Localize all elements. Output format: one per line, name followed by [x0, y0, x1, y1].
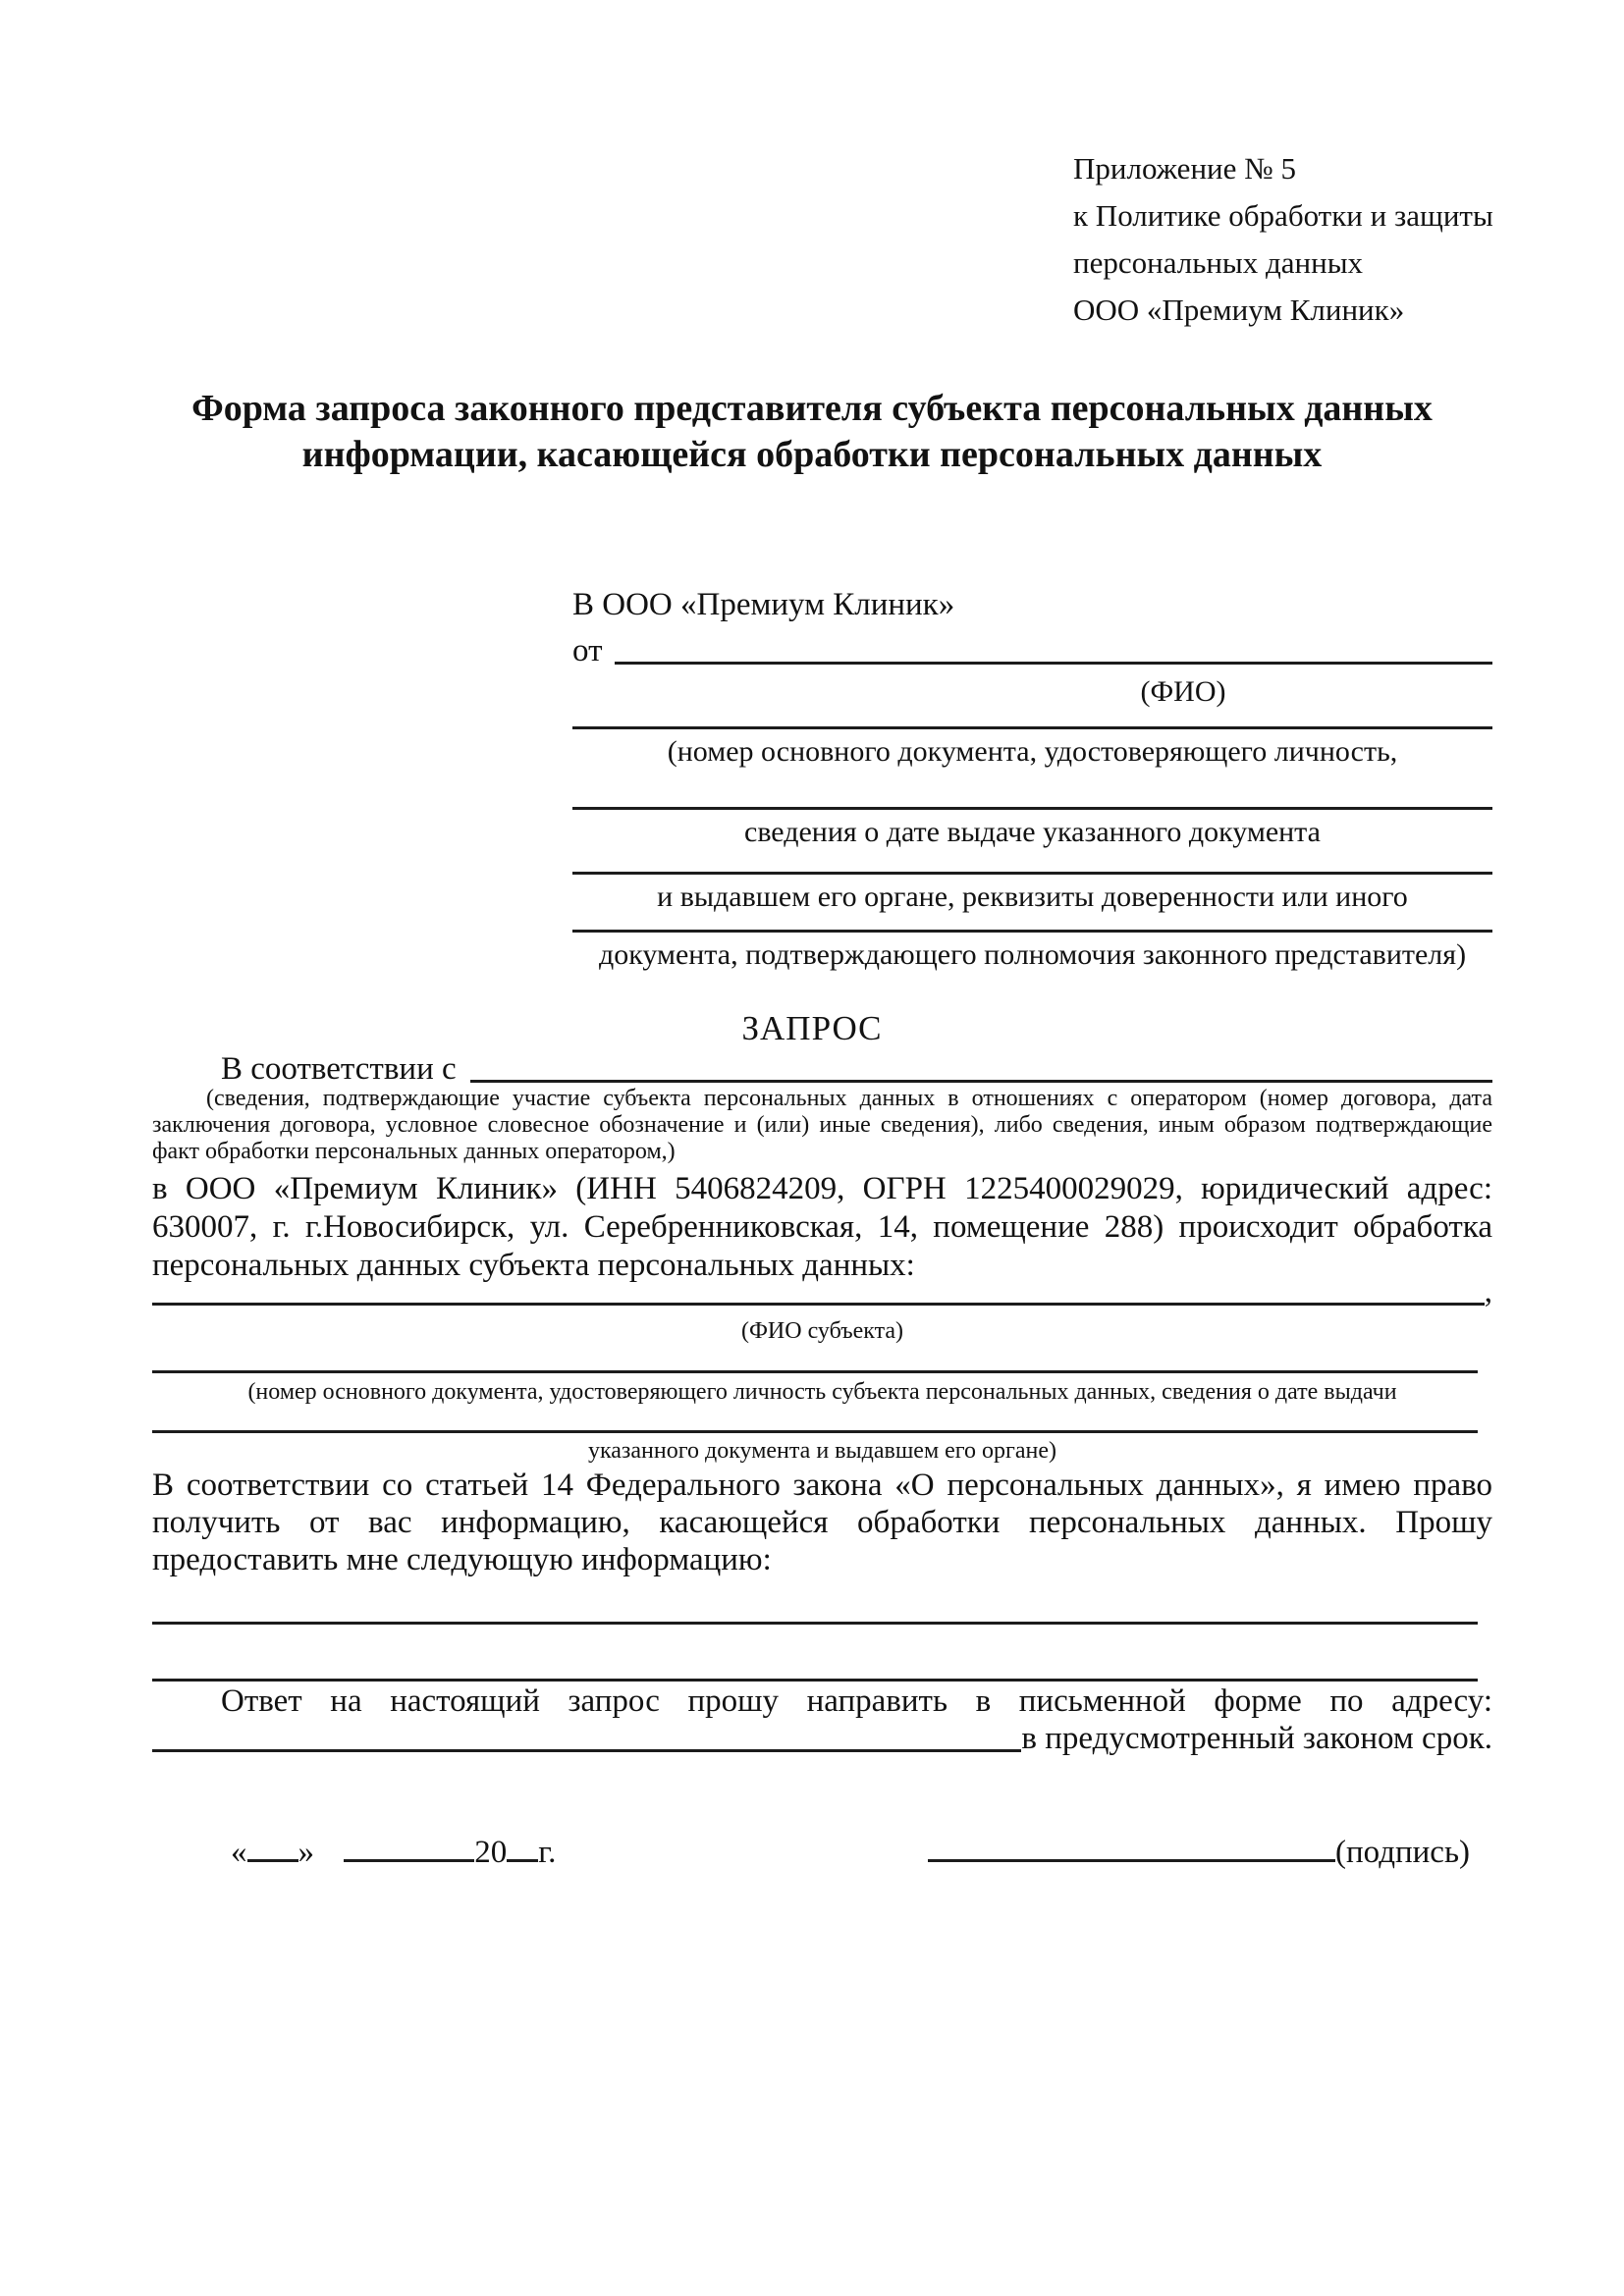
intro-label: В соответствии с — [221, 1051, 457, 1087]
appendix-line: ООО «Премиум Клиник» — [1073, 293, 1405, 327]
subject-fio-caption: (ФИО субъекта) — [740, 1318, 904, 1344]
addressee-from-row — [572, 628, 1492, 669]
date-year-field-line[interactable] — [507, 1832, 538, 1862]
date-year-suffix: г. — [538, 1835, 557, 1870]
representative-doc-caption-4: документа, подтверждающего полномочия законного представителя) — [598, 938, 1467, 971]
representative-doc-field-line-2[interactable] — [572, 779, 1492, 810]
subject-fio-row — [152, 1274, 1492, 1310]
fio-caption: (ФИО) — [1140, 675, 1226, 708]
representative-doc-caption-2: сведения о дате выдаче указанного документа — [744, 816, 1321, 848]
request-heading: ЗАПРОС — [741, 1009, 883, 1047]
signature-caption: (подпись) — [1335, 1835, 1470, 1870]
intro-row — [152, 1048, 1492, 1088]
representative-doc-caption-3: и выдавшем его органе, реквизиты доверенности или иного — [657, 881, 1408, 913]
document-title-line2: информации, касающейся обработки персональных данных — [301, 434, 1323, 475]
representative-doc-field-line-1[interactable] — [572, 699, 1492, 729]
subject-doc-field-line-1[interactable] — [152, 1343, 1478, 1373]
date-open-quote: « — [231, 1835, 247, 1870]
appendix-line: Приложение № 5 — [1073, 151, 1296, 186]
subject-doc-caption-1: (номер основного документа, удостоверяющего личность субъекта персональных данных, сведения о дате выдачи — [247, 1379, 1397, 1405]
representative-fio-field-line[interactable] — [615, 662, 1493, 665]
representative-doc-caption-1: (номер основного документа, удостоверяющего личность, — [667, 735, 1398, 768]
date-close-quote: » — [298, 1835, 314, 1870]
relation-info-field-line[interactable] — [470, 1080, 1492, 1083]
document-title-line1: Форма запроса законного представителя субъекта персональных данных — [191, 388, 1433, 429]
subject-doc-field-line-2[interactable] — [152, 1403, 1478, 1433]
reply-tail: в предусмотренный законом срок. — [1021, 1721, 1492, 1756]
appendix-line: персональных данных — [1073, 245, 1364, 280]
requested-info-field-line-1[interactable] — [152, 1595, 1478, 1625]
subject-fio-field-line[interactable] — [152, 1303, 1485, 1306]
subject-doc-caption-2: указанного документа и выдавшем его органе) — [587, 1438, 1057, 1464]
reply-paragraph: Ответ на настоящий запрос прошу направить в письменной форме по адресу: — [221, 1683, 1492, 1719]
signature-row — [928, 1832, 1470, 1871]
appendix-block — [1073, 145, 1493, 334]
representative-doc-field-line-3[interactable] — [572, 844, 1492, 875]
date-year-prefix: 20 — [474, 1835, 508, 1870]
reply-address-row — [152, 1720, 1492, 1757]
document-title — [0, 386, 1624, 478]
appendix-line: к Политике обработки и защиты — [1073, 198, 1493, 233]
reply-address-field-line[interactable] — [152, 1749, 1021, 1752]
signature-field-line[interactable] — [928, 1832, 1335, 1862]
from-label: от — [572, 633, 603, 668]
addressee-to: В ООО «Премиум Клиник» — [572, 587, 955, 622]
operator-paragraph: в ООО «Премиум Клиник» (ИНН 5406824209, ОГРН 1225400029029, юридический адрес: 630007, г. г.Новосибирск, ул. Серебренниковская, 14, помещение 288) происходит обработка персональных данных субъекта персональных данных: — [152, 1171, 1492, 1283]
date-day-field-line[interactable] — [247, 1832, 298, 1862]
intro-caption: (сведения, подтверждающие участие субъекта персональных данных в отношениях с оператором (номер договора, дата заключения договора, условное словесное обозначение и (или) иные сведения), либо сведения, иным образом подтверждающие факт обработки персональных данных оператором,) — [152, 1086, 1492, 1164]
requested-info-field-line-2[interactable] — [152, 1652, 1478, 1682]
date-month-field-line[interactable] — [344, 1832, 474, 1862]
date-row — [231, 1832, 556, 1871]
representative-doc-field-line-4[interactable] — [572, 902, 1492, 933]
subject-fio-comma: , — [1484, 1274, 1492, 1309]
law-paragraph: В соответствии со статьей 14 Федерального закона «О персональных данных», я имею право получить от вас информацию, касающейся обработки персональных данных. Прошу предоставить мне следующую информацию: — [152, 1468, 1492, 1577]
